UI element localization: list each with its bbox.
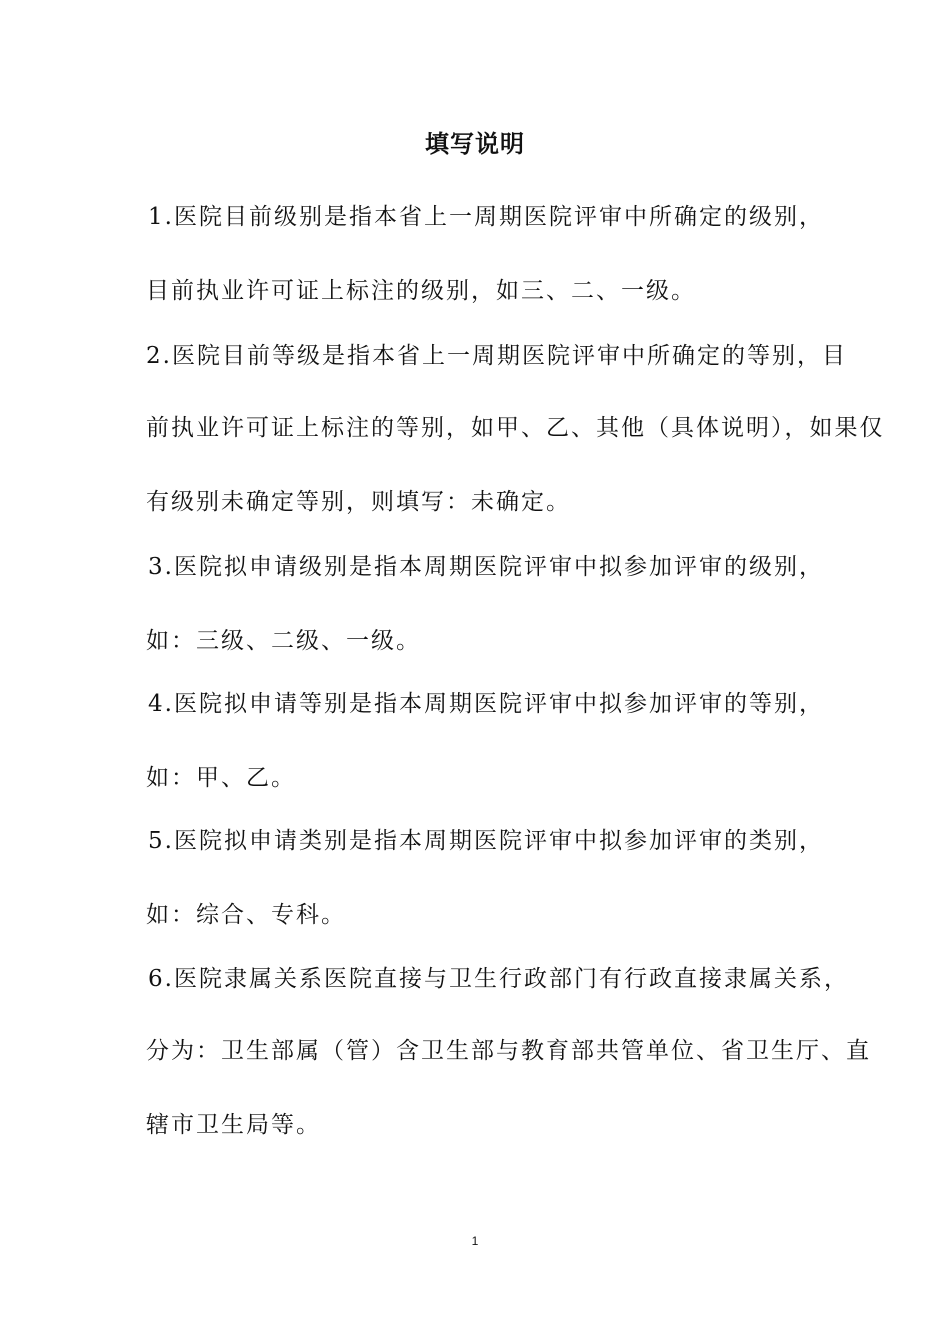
instruction-line-4b: 如：甲、乙。 [146, 765, 296, 791]
instruction-line-2c: 有级别未确定等别，则填写：未确定。 [146, 489, 571, 515]
page-number: 1 [471, 1234, 479, 1248]
instruction-line-2b: 前执业许可证上标注的等别，如甲、乙、其他（具体说明），如果仅 [146, 415, 885, 441]
instruction-line-2a: 2.医院目前等级是指本省上一周期医院评审中所确定的等别，目 [146, 343, 847, 369]
instruction-line-3a: 3.医院拟申请级别是指本周期医院评审中拟参加评审的级别， [148, 554, 824, 580]
instruction-line-1a: 1.医院目前级别是指本省上一周期医院评审中所确定的级别， [148, 204, 824, 230]
instruction-line-6a: 6.医院隶属关系医院直接与卫生行政部门有行政直接隶属关系， [148, 966, 849, 992]
instruction-line-1b: 目前执业许可证上标注的级别，如三、二、一级。 [146, 278, 696, 304]
page-title: 填写说明 [425, 130, 525, 158]
instruction-line-6c: 辖市卫生局等。 [146, 1112, 321, 1138]
instruction-line-3b: 如：三级、二级、一级。 [146, 628, 421, 654]
instruction-line-6b: 分为：卫生部属（管）含卫生部与教育部共管单位、省卫生厅、直 [146, 1038, 871, 1064]
instruction-line-5a: 5.医院拟申请类别是指本周期医院评审中拟参加评审的类别， [148, 828, 824, 854]
instruction-line-5b: 如：综合、专科。 [146, 902, 346, 928]
instruction-line-4a: 4.医院拟申请等别是指本周期医院评审中拟参加评审的等别， [148, 691, 824, 717]
